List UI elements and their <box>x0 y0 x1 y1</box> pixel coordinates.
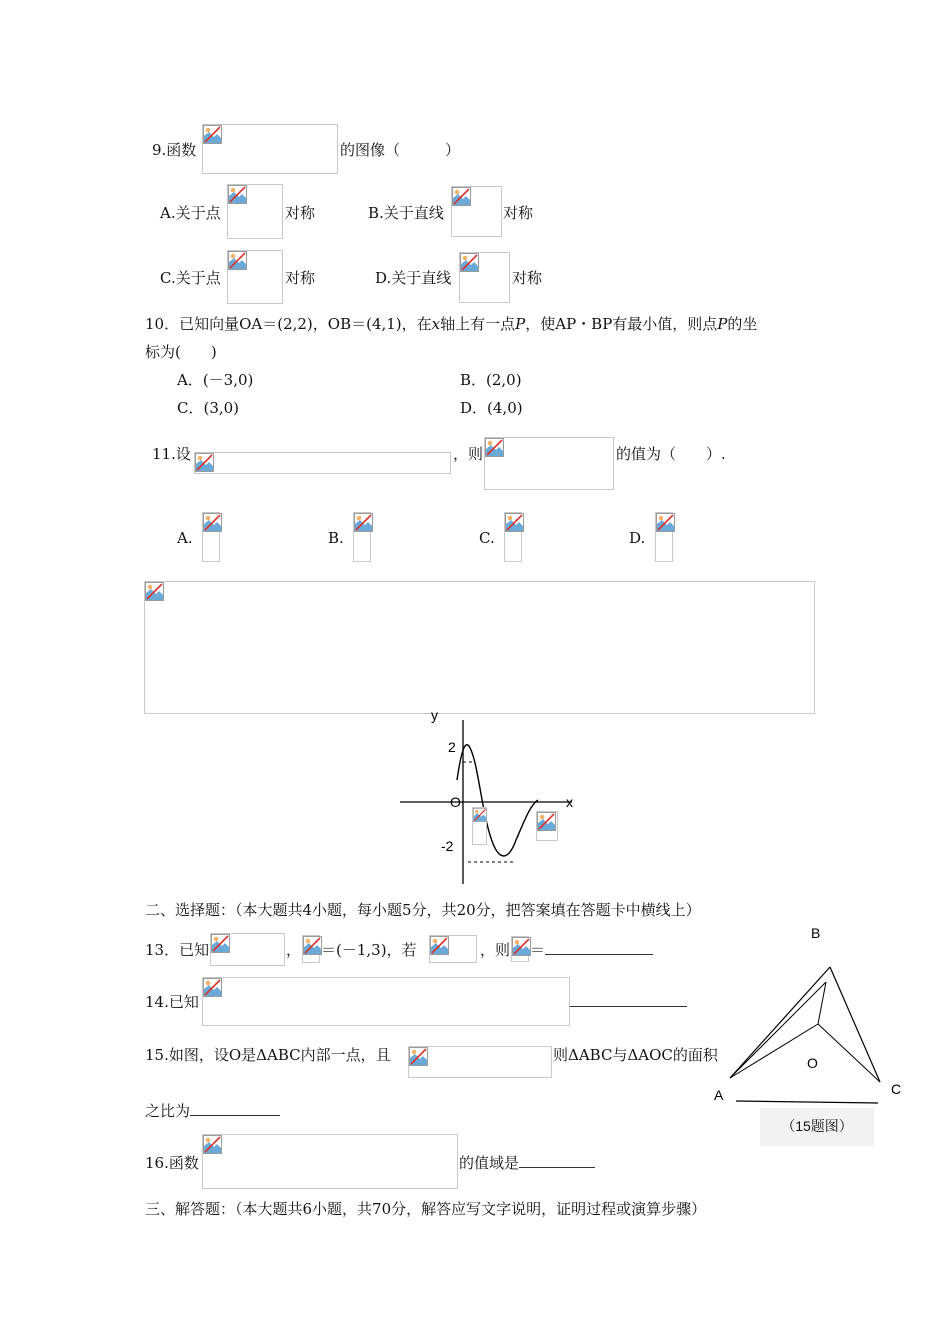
q10-option-b: B．(2,0) <box>460 371 522 389</box>
q16-suffix: 的值域是 <box>459 1154 520 1172</box>
q10-stem-line1 <box>145 314 757 334</box>
broken-image-icon <box>145 582 164 601</box>
section-3-heading: 三、解答题：（本大题共6小题，共70分，解答应写文字说明，证明过程或演算步骤） <box>145 1200 707 1218</box>
q14-answer-blank[interactable] <box>570 992 687 1007</box>
broken-image-icon <box>228 185 247 204</box>
graph-tick-image-1 <box>472 807 487 845</box>
q9-stem-suffix: 的图像（ ） <box>340 141 461 159</box>
broken-image-icon <box>656 513 675 532</box>
q9-option-b-prefix: B.关于直线 <box>368 204 444 222</box>
broken-image-icon <box>452 187 471 206</box>
q9-option-c-suffix: 对称 <box>285 269 316 287</box>
broken-image-icon <box>460 253 479 272</box>
graph-y-label: y <box>431 707 438 723</box>
function-graph <box>390 700 590 890</box>
broken-image-icon <box>195 453 214 472</box>
q10-text-a: 10．已知向量OA＝(2,2)，OB＝(4,1)，在 <box>145 315 432 333</box>
broken-image-icon <box>512 937 531 956</box>
q14-answer-line <box>570 992 687 1012</box>
broken-image-icon <box>203 978 222 997</box>
triangle-label-a: A <box>714 1087 724 1103</box>
q9-formula-image <box>202 124 338 174</box>
q16-function-image <box>202 1134 458 1189</box>
q10-option-c: C．(3,0) <box>177 399 240 417</box>
broken-image-icon <box>303 936 322 955</box>
broken-image-icon <box>228 251 247 270</box>
graph-y-min-label: -2 <box>441 838 454 854</box>
q13-comma: ， <box>286 941 302 959</box>
q11-suffix: 的值为（ ）. <box>616 445 726 463</box>
triangle-inner-oc <box>818 1024 880 1082</box>
graph-curve <box>457 745 538 856</box>
graph-x-label: x <box>566 794 573 810</box>
q11-expression-image <box>484 437 614 490</box>
triangle-label-o: O <box>807 1055 818 1071</box>
q13-target-image <box>511 936 529 962</box>
q11-option-c-label: C. <box>479 529 495 547</box>
broken-image-icon <box>537 812 556 831</box>
q11-option-d-label: D. <box>629 529 646 547</box>
triangle-label-c: C <box>891 1081 902 1097</box>
q11-prefix: 11.设 <box>152 445 191 463</box>
q14-given-image <box>202 977 570 1026</box>
broken-image-icon <box>430 936 449 955</box>
q9-option-d-prefix: D.关于直线 <box>375 269 452 287</box>
q16-answer-blank[interactable] <box>519 1153 595 1168</box>
q10-option-a: A．(－3,0) <box>177 371 254 389</box>
q16-prefix: 16.函数 <box>145 1154 199 1172</box>
q13-answer-blank[interactable] <box>545 940 653 955</box>
q11-given-image <box>194 452 451 474</box>
q10-text-c: ，使AP・BP有最小值，则点 <box>525 315 718 333</box>
broken-image-icon <box>203 513 222 532</box>
q15-suffix: 则ΔABC与ΔAOC的面积 <box>553 1046 718 1064</box>
q9-option-c-prefix: C.关于点 <box>160 269 221 287</box>
q10-text-b: 轴上有一点 <box>440 315 516 333</box>
triangle-figure <box>700 920 920 1120</box>
broken-image-icon <box>203 125 222 144</box>
q11-option-b-label: B. <box>328 529 344 547</box>
q9-option-c-image <box>227 250 283 304</box>
broken-image-icon <box>485 438 504 457</box>
q13-condition-image <box>429 935 477 963</box>
q10-stem-line2: 标为( ) <box>145 343 217 361</box>
q9-option-a-suffix: 对称 <box>285 204 316 222</box>
q15-answer-blank[interactable] <box>190 1101 280 1116</box>
q11-option-c-image <box>504 512 522 562</box>
q9-option-a-image <box>227 184 283 239</box>
graph-origin-label: O <box>450 794 461 810</box>
q11-mid: ，则 <box>453 445 484 463</box>
triangle-edge-bc <box>830 967 880 1082</box>
q11-option-d-image <box>655 512 673 562</box>
q10-text-d: 的坐 <box>727 315 758 333</box>
q13-mid: ＝(－1,3)，若 <box>321 941 417 959</box>
graph-y-max-label: 2 <box>448 739 456 755</box>
q15-line2 <box>145 1101 280 1121</box>
triangle-label-b: B <box>811 925 821 941</box>
broken-image-icon <box>473 808 487 822</box>
q10-option-d: D．(4,0) <box>460 399 523 417</box>
q13-vector-a-image <box>210 933 285 966</box>
triangle-inner-oa <box>730 1024 818 1078</box>
q10-var-p: P <box>515 315 526 333</box>
q16-answer-line <box>459 1153 595 1173</box>
broken-image-icon <box>409 1047 428 1066</box>
q11-option-a-image <box>202 512 220 562</box>
q13-equals: ＝ <box>530 941 546 959</box>
q9-option-d-image <box>459 252 510 303</box>
q9-option-a-prefix: A.关于点 <box>160 204 221 222</box>
broken-image-icon <box>203 1135 222 1154</box>
triangle-caption: （15题图） <box>760 1108 874 1146</box>
q9-option-b-suffix: 对称 <box>503 204 534 222</box>
q13-answer-line <box>530 940 653 960</box>
broken-image-icon <box>211 934 230 953</box>
section-2-heading: 二、选择题：（本大题共4小题，每小题5分，共20分，把答案填在答题卡中横线上） <box>145 901 701 919</box>
q15-vector-image <box>408 1046 552 1078</box>
q11-option-a-label: A. <box>177 529 193 547</box>
q10-var-p2: P <box>717 315 728 333</box>
q9-option-b-image <box>451 186 502 237</box>
q9-option-d-suffix: 对称 <box>512 269 543 287</box>
q14-prefix: 14.已知 <box>145 993 199 1011</box>
q9-stem-prefix: 9.函数 <box>152 141 197 159</box>
triangle-edge-ac <box>736 1101 878 1103</box>
q13-vector-b-image <box>302 935 320 963</box>
q13-then: ，则 <box>480 941 511 959</box>
q15-prefix: 15.如图，设O是ΔABC内部一点，且 <box>145 1046 391 1064</box>
q10-var-x: x <box>431 315 441 333</box>
q11-option-b-image <box>353 512 371 562</box>
graph-tick-image-2 <box>536 811 558 841</box>
broken-image-icon <box>354 513 373 532</box>
broken-image-icon <box>505 513 524 532</box>
q12-question-image <box>144 581 815 714</box>
q15-ratio-text: 之比为 <box>145 1102 191 1120</box>
q13-prefix: 13．已知 <box>145 941 210 959</box>
